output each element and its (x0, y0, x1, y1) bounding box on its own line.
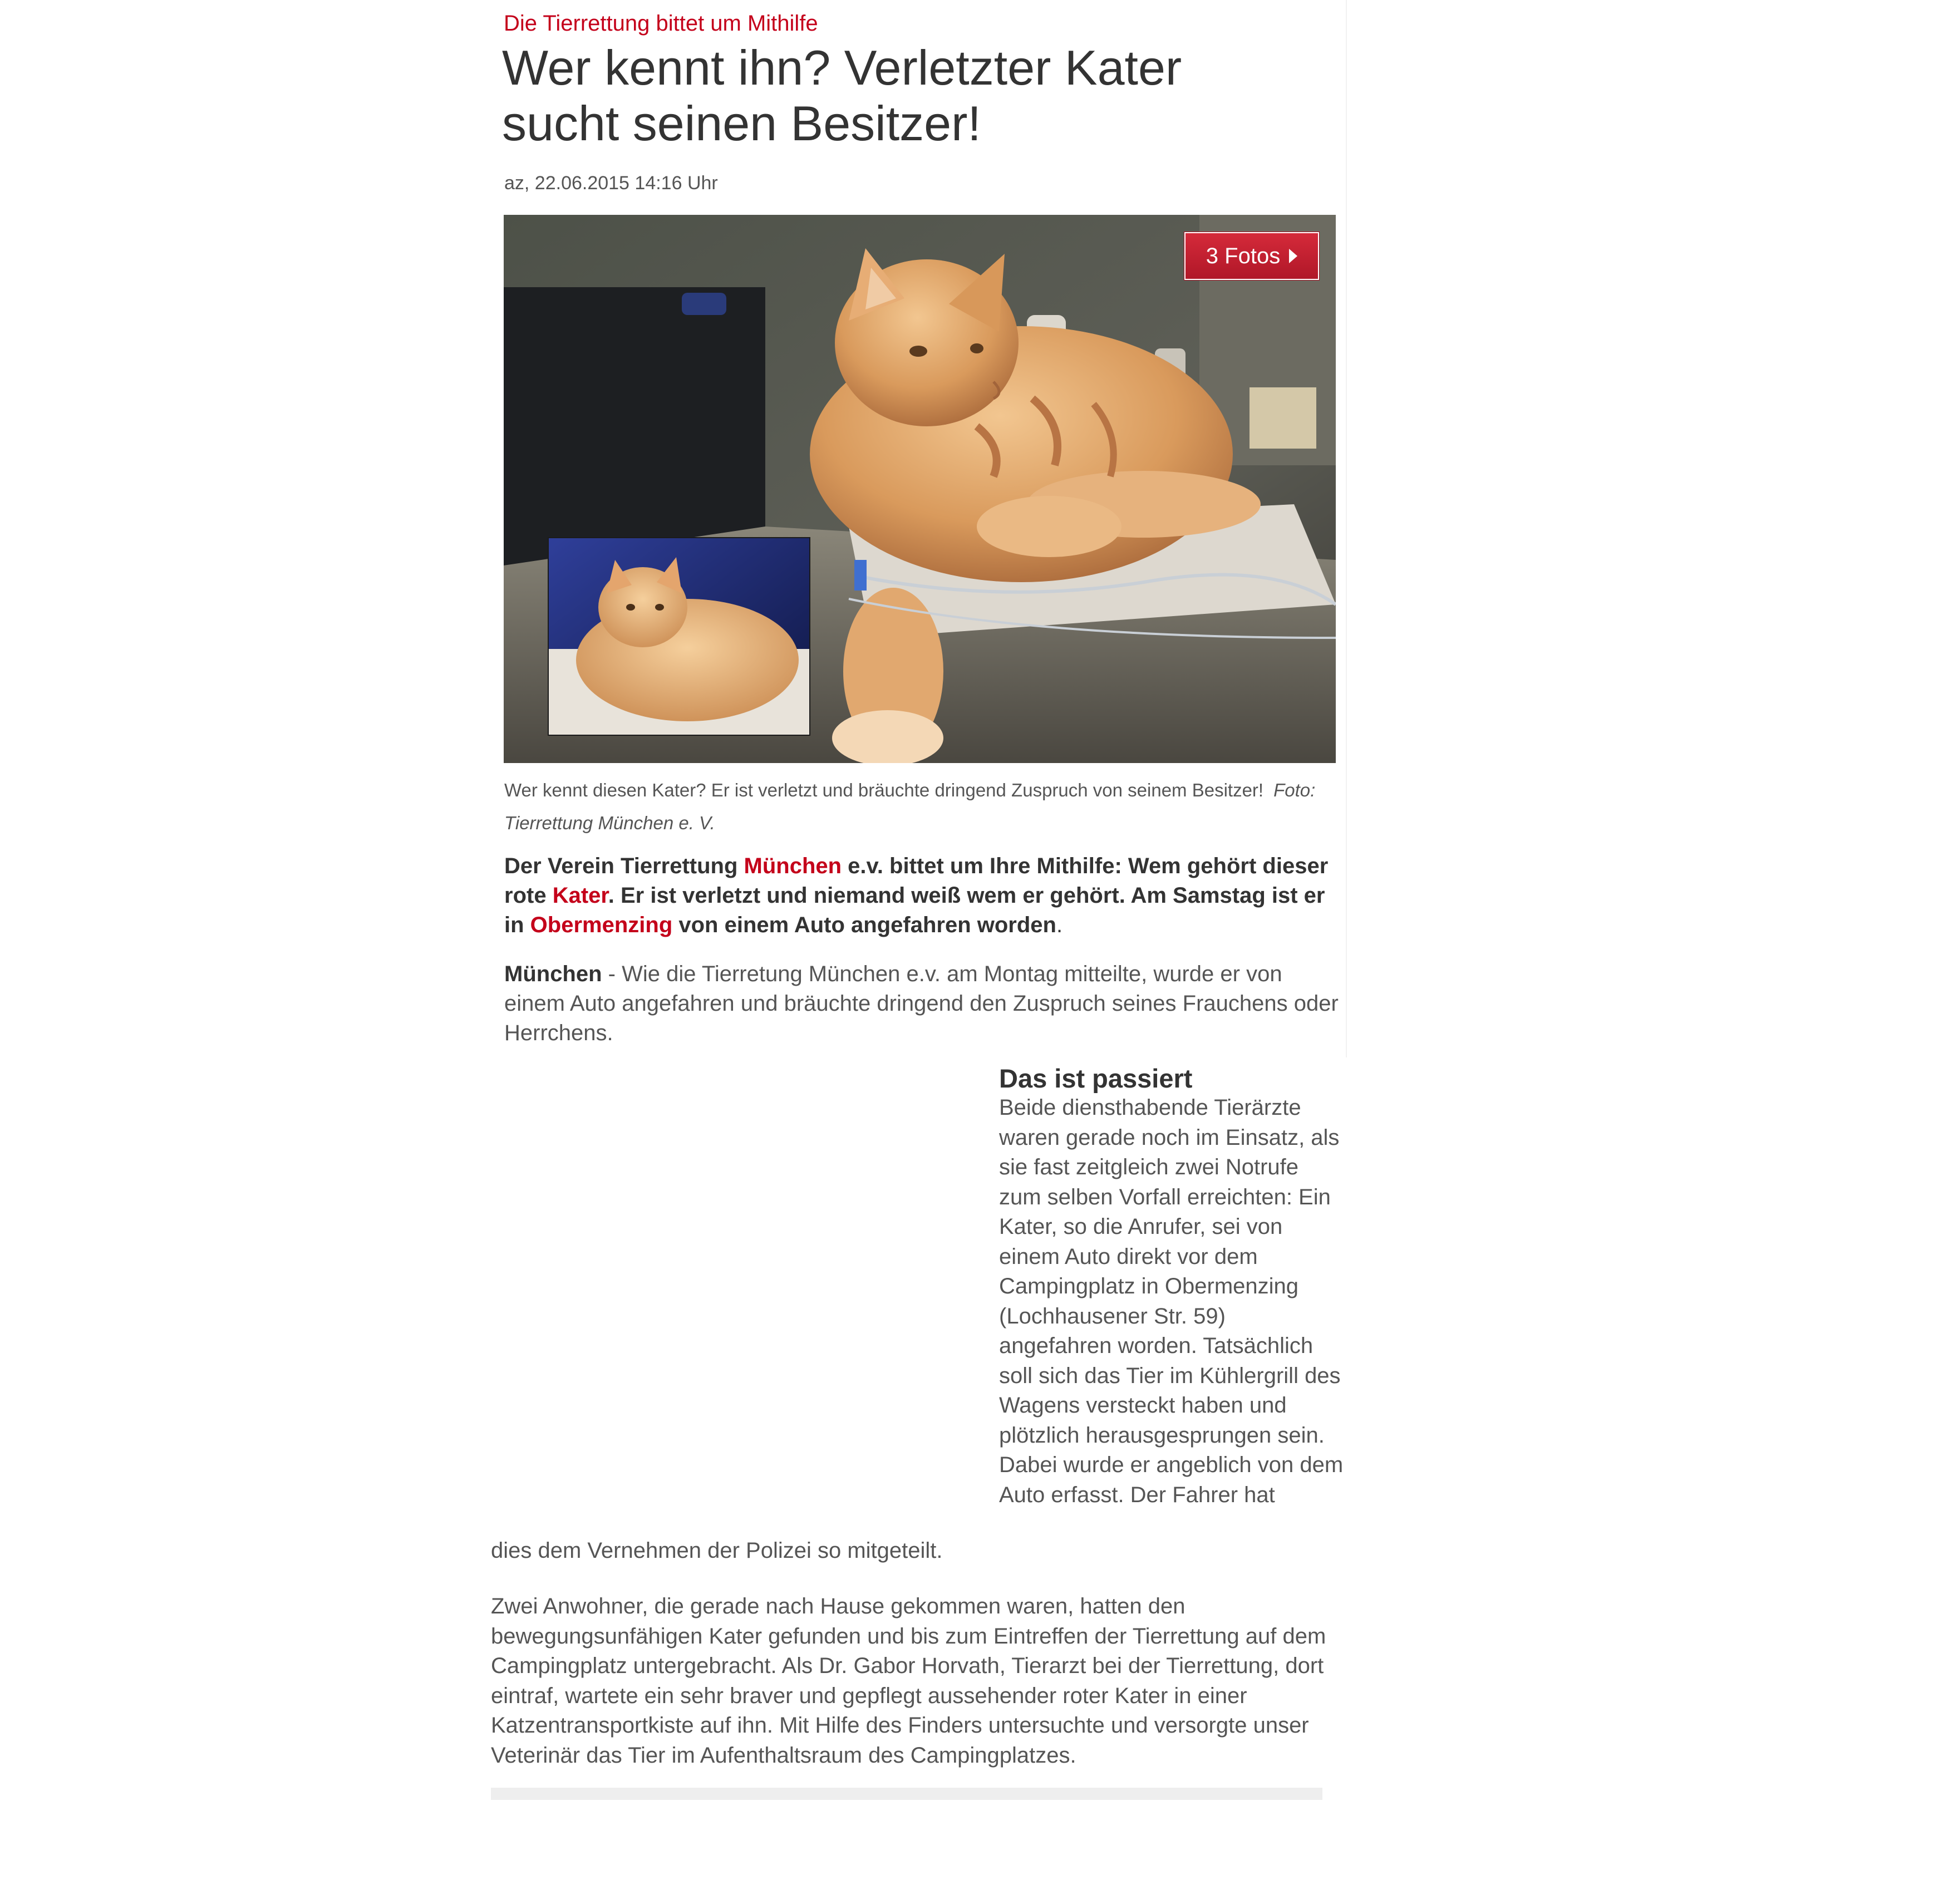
article-location: München (504, 962, 602, 986)
photo-caption-text: Wer kennt diesen Kater? Er ist verletzt und bräuchte dringend Zuspruch von seinem Besitzer! (504, 780, 1264, 800)
lead-text-3: . Er ist verletzt und niemand weiß wem er gehört. Am Samstag ist er in (504, 883, 1325, 937)
photo-gallery-button-label: 3 Fotos (1206, 243, 1281, 268)
info-box-text: Beide diensthabende Tierärzte waren gerade noch im Einsatz, als sie fast zeitgleich zwei Notrufe zum selben Vorfall erreichten: Ein Kater, so die Anrufer, sei von einem Auto direkt vor dem Campingplatz in Obermenzing (Lochhausener Str. 59) angefahren worden. Tatsächlich soll sich das Tier im Kühlergrill des Wagens versteckt haben und plötzlich herausgesprungen sein. Dabei wurde er angeblich von dem Auto erfasst. Der Fahrer hat (999, 1095, 1344, 1507)
chevron-right-icon (1289, 249, 1297, 263)
article-paragraph-1-text: - Wie die Tierretung München e.v. am Montag mitteilte, wurde er von einem Auto angefahren und bräuchte dringend den Zuspruch seines Frauchens oder Herrchens. (504, 962, 1339, 1045)
lead-text-5: . (1056, 913, 1063, 937)
photo-caption (504, 774, 1328, 839)
lead-link-kater[interactable]: Kater (552, 883, 608, 908)
column-divider (1346, 0, 1347, 1057)
article-photo[interactable] (504, 215, 1336, 763)
article-kicker: Die Tierrettung bittet um Mithilfe (504, 11, 818, 36)
article-dateline: az, 22.06.2015 14:16 Uhr (504, 173, 718, 194)
photo-credit: Foto: Tierrettung München e. V. (504, 780, 1316, 833)
photo-gallery-button[interactable] (1184, 232, 1319, 280)
info-box-title: Das ist passiert (999, 1064, 1193, 1093)
headline-line-2: sucht seinen Besitzer! (502, 96, 981, 151)
lead-text-1: Der Verein Tierrettung (504, 854, 744, 878)
article-headline (502, 40, 1326, 151)
lead-link-obermenzing[interactable]: Obermenzing (530, 913, 673, 937)
info-box-text-continued: dies dem Vernehmen der Polizei so mitgeteilt. (491, 1538, 943, 1563)
article-paragraph-1 (504, 960, 1339, 1048)
lead-link-muenchen[interactable]: München (744, 854, 842, 878)
article-lead (504, 852, 1334, 940)
article-end-divider (491, 1788, 1322, 1800)
lead-text-2: e.v. bittet um Ihre Mithilfe: Wem gehört dieser rote (504, 854, 1329, 908)
headline-line-1: Wer kennt ihn? Verletzter Kater (502, 40, 1182, 95)
cat-photo-illustration (504, 215, 1336, 763)
lead-text-4: von einem Auto angefahren worden (672, 913, 1056, 937)
article-paragraph-2: Zwei Anwohner, die gerade nach Hause gekommen waren, hatten den bewegungsunfähigen Kater gefunden und bis zum Eintreffen der Tierrettung auf dem Campingplatz untergebracht. Als Dr. Gabor Horvath, Tierarzt bei der Tierrettung, dort eintraf, wartete ein sehr braver und gepflegt aussehender roter Kater in einer Katzentransportkiste auf ihn. Mit Hilfe des Finders untersuchte und versorgte unser Veterinär das Tier im Aufenthaltsraum des Campingplatzes. (491, 1594, 1326, 1768)
